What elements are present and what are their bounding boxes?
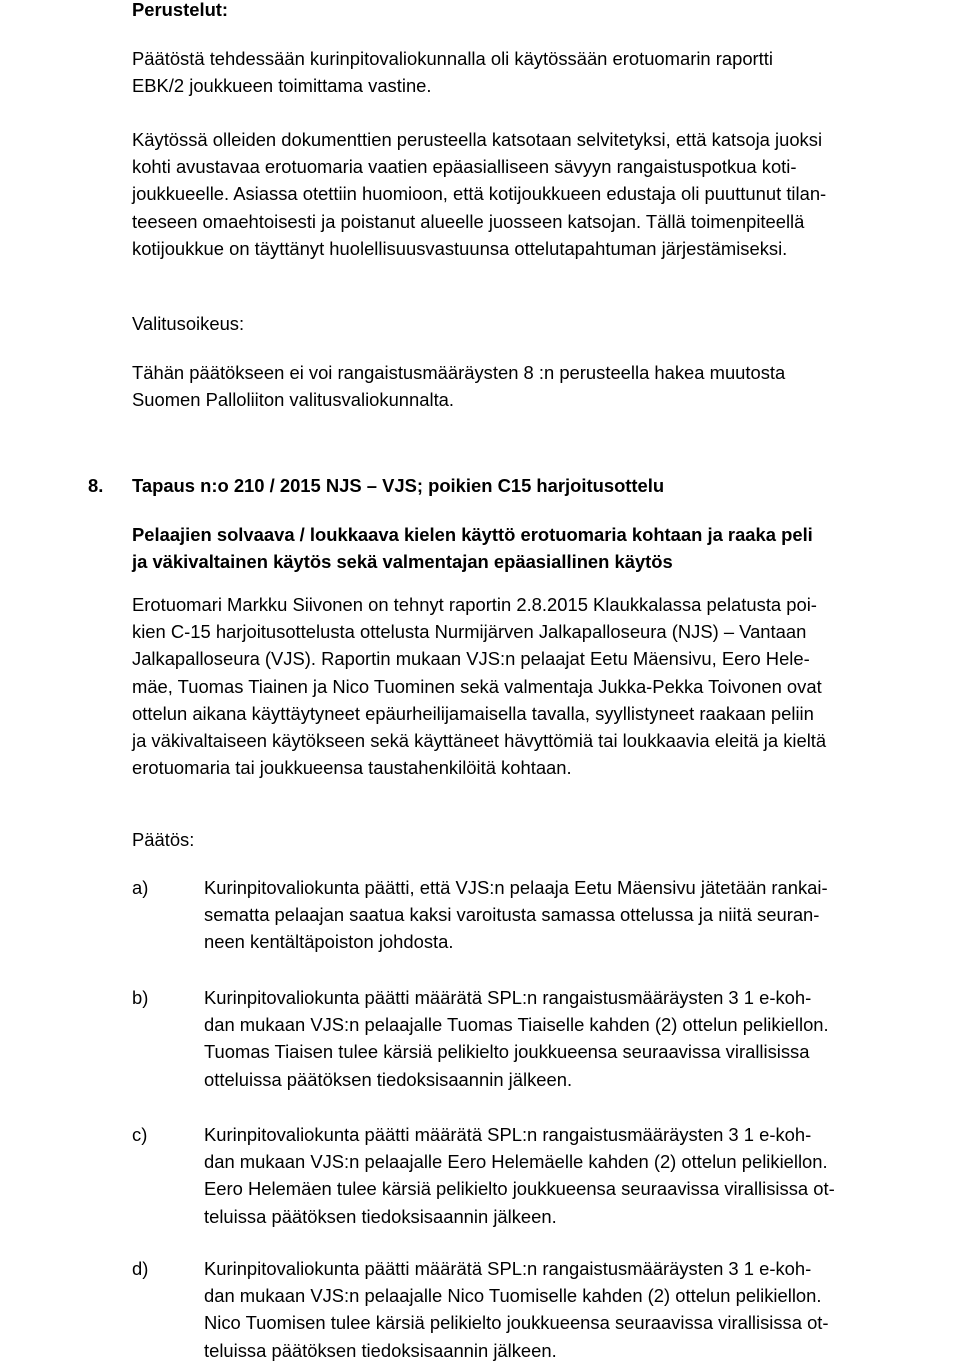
text-line: teluissa päätöksen tiedoksisaannin jälkeen. <box>204 1339 557 1361</box>
case-subtitle <box>132 521 960 575</box>
decision-item-c <box>132 1121 960 1233</box>
text-line: Pelaajien solvaava / loukkaava kielen käyttö erotuomaria kohtaan ja raaka peli <box>132 524 813 545</box>
decision-item-d <box>132 1255 960 1367</box>
text-line: EBK/2 joukkueen toimittama vastine. <box>132 75 432 97</box>
text-line: Kurinpitovaliokunta päätti, että VJS:n pelaaja Eetu Mäensivu jätetään rankai- <box>204 877 828 898</box>
text-line: Jalkapalloseura (VJS). Raportin mukaan VJS:n pelaajat Eetu Mäensivu, Eero Hele- <box>132 648 810 670</box>
text-line: teeseen omaehtoisesti ja poistanut alueelle juosseen katsojan. Tällä toimenpiteellä <box>132 210 805 232</box>
text-line: erotuomaria tai joukkueensa taustahenkilöitä kohtaan. <box>132 757 572 779</box>
text-line: kien C-15 harjoitusottelusta ottelusta Nurmijärven Jalkapalloseura (NJS) – Vantaan <box>132 621 807 643</box>
text-line: kohti avustavaa erotuomaria vaatien epäasialliseen sävyyn rangaistuspotkua koti- <box>132 156 797 178</box>
text-line: mäe, Tuomas Tiainen ja Nico Tuominen sekä valmentaja Jukka-Pekka Toivonen ovat <box>132 675 822 697</box>
text-line: Nico Tuomisen tulee kärsiä pelikielto joukkueensa seuraavissa virallisissa ot- <box>204 1312 829 1334</box>
valitusoikeus-heading: Valitusoikeus: <box>132 313 245 334</box>
decision-item-b <box>132 984 960 1096</box>
text-line: dan mukaan VJS:n pelaajalle Tuomas Tiaiselle kahden (2) ottelun pelikiellon. <box>204 1014 829 1036</box>
text-line: ottelun aikana käyttäytyneet epäurheilijamaisella tavalla, syyllistyneet raakaan peliin <box>132 702 814 724</box>
text-line: Tuomas Tiaisen tulee kärsiä pelikielto joukkueensa seuraavissa virallisissa <box>204 1041 810 1063</box>
text-line: sematta pelaajan saatua kaksi varoitusta samassa ottelussa ja niitä seuran- <box>204 904 820 926</box>
text-line: teluissa päätöksen tiedoksisaannin jälkeen. <box>204 1205 557 1227</box>
decision-item-a <box>132 874 960 958</box>
text-line: ja väkivaltainen käytös sekä valmentajan epäasiallinen käytös <box>132 551 673 573</box>
item-letter: d) <box>132 1258 149 1279</box>
text-line: joukkueelle. Asiassa otettiin huomioon, että kotijoukkueen edustaja oli puuttunut tilan- <box>132 183 827 205</box>
perustelut-paragraph-2 <box>132 126 960 262</box>
text-line: neen kentältäpoiston johdosta. <box>204 931 454 953</box>
item-body <box>204 874 960 956</box>
item-body <box>204 1255 960 1364</box>
text-line: Päätöstä tehdessään kurinpitovaliokunnalla oli käytössään erotuomarin raportti <box>132 48 773 69</box>
text-line: Kurinpitovaliokunta päätti määrätä SPL:n rangaistusmääräysten 3 1 e-koh- <box>204 1258 812 1279</box>
item-letter: c) <box>132 1124 148 1145</box>
case-report <box>132 591 960 781</box>
paatos-heading: Päätös: <box>132 829 195 850</box>
perustelut-heading: Perustelut: <box>132 0 229 20</box>
text-line: Käytössä olleiden dokumenttien perusteella katsotaan selvitetyksi, että katsoja juoksi <box>132 129 823 150</box>
item-letter: a) <box>132 877 149 898</box>
case-title: Tapaus n:o 210 / 2015 NJS – VJS; poikien C15 harjoitusottelu <box>132 475 665 496</box>
text-line: kotijoukkue on täyttänyt huolellisuusvastuunsa ottelutapahtuman järjestämiseksi. <box>132 237 788 259</box>
item-body <box>204 984 960 1093</box>
text-line: Kurinpitovaliokunta päätti määrätä SPL:n rangaistusmääräysten 3 1 e-koh- <box>204 987 812 1008</box>
case-number: 8. <box>88 475 104 496</box>
valitusoikeus-paragraph <box>132 359 960 413</box>
text-line: ja väkivaltaiseen käytökseen sekä käyttäneet hävyttömiä tai loukkaavia eleitä ja kieltä <box>132 730 827 752</box>
text-line: Suomen Palloliiton valitusvaliokunnalta. <box>132 389 455 411</box>
text-line: Tähän päätökseen ei voi rangaistusmääräysten 8 :n perusteella hakea muutosta <box>132 362 786 383</box>
text-line: otteluissa päätöksen tiedoksisaannin jälkeen. <box>204 1068 573 1090</box>
text-line: dan mukaan VJS:n pelaajalle Eero Helemäelle kahden (2) ottelun pelikiellon. <box>204 1151 828 1173</box>
text-line: Kurinpitovaliokunta päätti määrätä SPL:n rangaistusmääräysten 3 1 e-koh- <box>204 1124 812 1145</box>
item-body <box>204 1121 960 1230</box>
text-line: dan mukaan VJS:n pelaajalle Nico Tuomiselle kahden (2) ottelun pelikiellon. <box>204 1285 822 1307</box>
text-line: Eero Helemäen tulee kärsiä pelikielto joukkueensa seuraavissa virallisissa ot- <box>204 1178 835 1200</box>
text-line: Erotuomari Markku Siivonen on tehnyt raportin 2.8.2015 Klaukkalassa pelatusta poi- <box>132 594 817 615</box>
item-letter: b) <box>132 987 149 1008</box>
perustelut-paragraph-1 <box>132 45 960 99</box>
